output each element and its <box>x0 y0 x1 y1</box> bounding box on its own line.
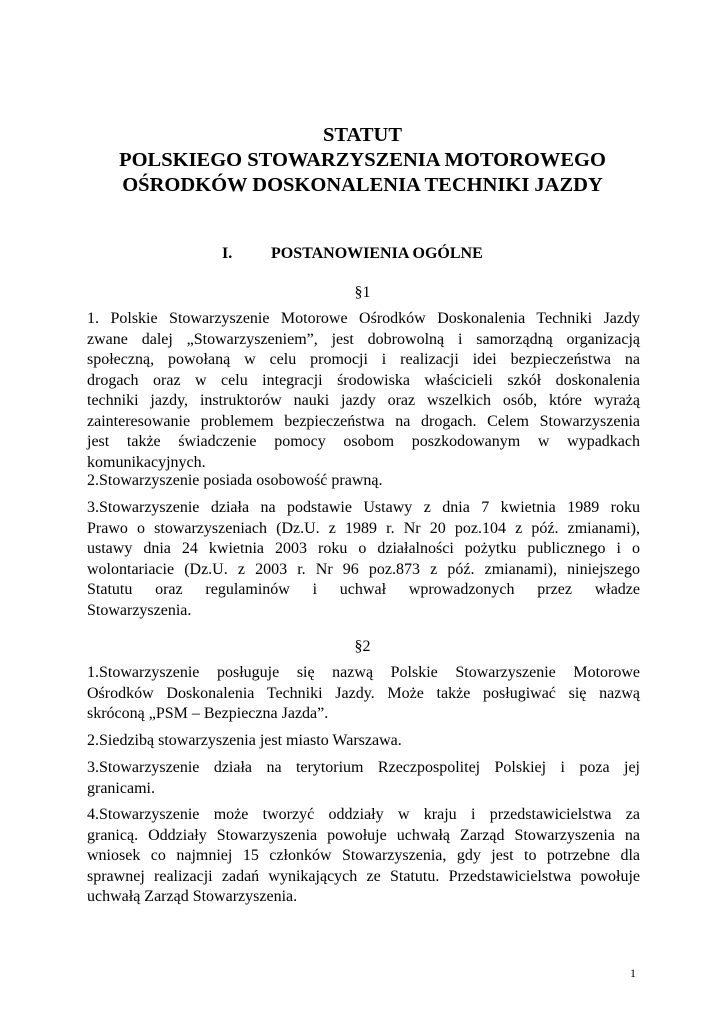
paragraph-2-1 <box>87 663 640 725</box>
text-line: Ośrodków Doskonalenia Techniki Jazdy. Może także posługiwać się nazwą <box>87 684 640 702</box>
title-line: POLSKIEGO STOWARZYSZENIA MOTOROWEGO <box>119 149 606 171</box>
title-line: STATUT <box>323 124 402 146</box>
chapter-name: POSTANOWIENIA OGÓLNE <box>271 245 483 262</box>
text-line: 3.Stowarzyszenie działa na terytorium Rzeczpospolitej Polskiej i poza jej <box>87 759 640 776</box>
text-line: Statutu oraz regulaminów i uchwał wprowadzonych przez władze <box>87 581 640 598</box>
text-line: skróconą „PSM – Bezpieczna Jazda”. <box>87 705 329 722</box>
page-number: 1 <box>630 966 636 980</box>
text-line: społeczną, powołaną w celu promocji i realizacji idei bezpieczeństwa na <box>87 351 640 368</box>
chapter-number: I. <box>222 245 233 262</box>
text-line: zwane dalej „Stowarzyszeniem”, jest dobrowolną i samorządną organizacją <box>87 330 640 348</box>
paragraph-1-2 <box>87 471 640 492</box>
text-line: 4.Stowarzyszenie może tworzyć oddziały w kraju i przedstawicielstwa za <box>87 806 640 823</box>
text-line: 3.Stowarzyszenie działa na podstawie Ustawy z dnia 7 kwietnia 1989 roku <box>87 499 640 516</box>
paragraph-1-1 <box>87 309 640 473</box>
text-line: jest także świadczenie pomocy osobom poszkodowanym w wypadkach <box>87 433 640 450</box>
paragraph-2-3 <box>87 758 640 799</box>
text-line: 1.Stowarzyszenie posługuje się nazwą Polskie Stowarzyszenie Motorowe <box>87 664 640 681</box>
text-line: 2.Stowarzyszenie posiada osobowość prawną. <box>87 472 383 489</box>
text-line: Prawo o stowarzyszeniach (Dz.U. z 1989 r. Nr 20 poz.104 z póź. zmianami), <box>87 519 640 537</box>
title-line: OŚRODKÓW DOSKONALENIA TECHNIKI JAZDY <box>122 174 603 196</box>
section-heading-1: §1 <box>354 284 371 301</box>
paragraph-2-2 <box>87 731 640 752</box>
text-line: drogach oraz w celu integracji środowiska właścicieli szkół doskonalenia <box>87 371 640 389</box>
paragraph-1-3 <box>87 498 640 621</box>
document-title <box>0 123 725 198</box>
text-line: granicą. Oddziały Stowarzyszenia powołuje uchwałą Zarząd Stowarzyszenia na <box>87 826 640 844</box>
text-line: 2.Siedzibą stowarzyszenia jest miasto Warszawa. <box>87 732 402 749</box>
text-line: wniosek co najmniej 15 członków Stowarzyszenia, gdy jest to potrzebne dla <box>87 847 640 864</box>
text-line: techniki jazdy, instruktorów nauki jazdy oraz wszelkich osób, które wyrażą <box>87 392 640 409</box>
text-line: sprawnej realizacji zadań wynikających ze Statutu. Przedstawicielstwa powołuje <box>87 867 640 885</box>
text-line: zainteresowanie problemem bezpieczeństwa na drogach. Celem Stowarzyszenia <box>87 412 640 430</box>
text-line: ustawy dnia 24 kwietnia 2003 roku o działalności pożytku publicznego i o <box>87 540 640 557</box>
text-line: uchwałą Zarząd Stowarzyszenia. <box>87 888 298 905</box>
text-line: Stowarzyszenia. <box>87 601 192 619</box>
paragraph-2-4 <box>87 805 640 908</box>
text-line: wolontariacie (Dz.U. z 2003 r. Nr 96 poz.873 z póź. zmianami), niniejszego <box>87 560 640 578</box>
text-line: 1. Polskie Stowarzyszenie Motorowe Ośrodków Doskonalenia Techniki Jazdy <box>87 310 640 327</box>
text-line: granicami. <box>87 779 155 797</box>
section-heading-2: §2 <box>354 638 371 655</box>
text-line: komunikacyjnych. <box>87 453 206 471</box>
